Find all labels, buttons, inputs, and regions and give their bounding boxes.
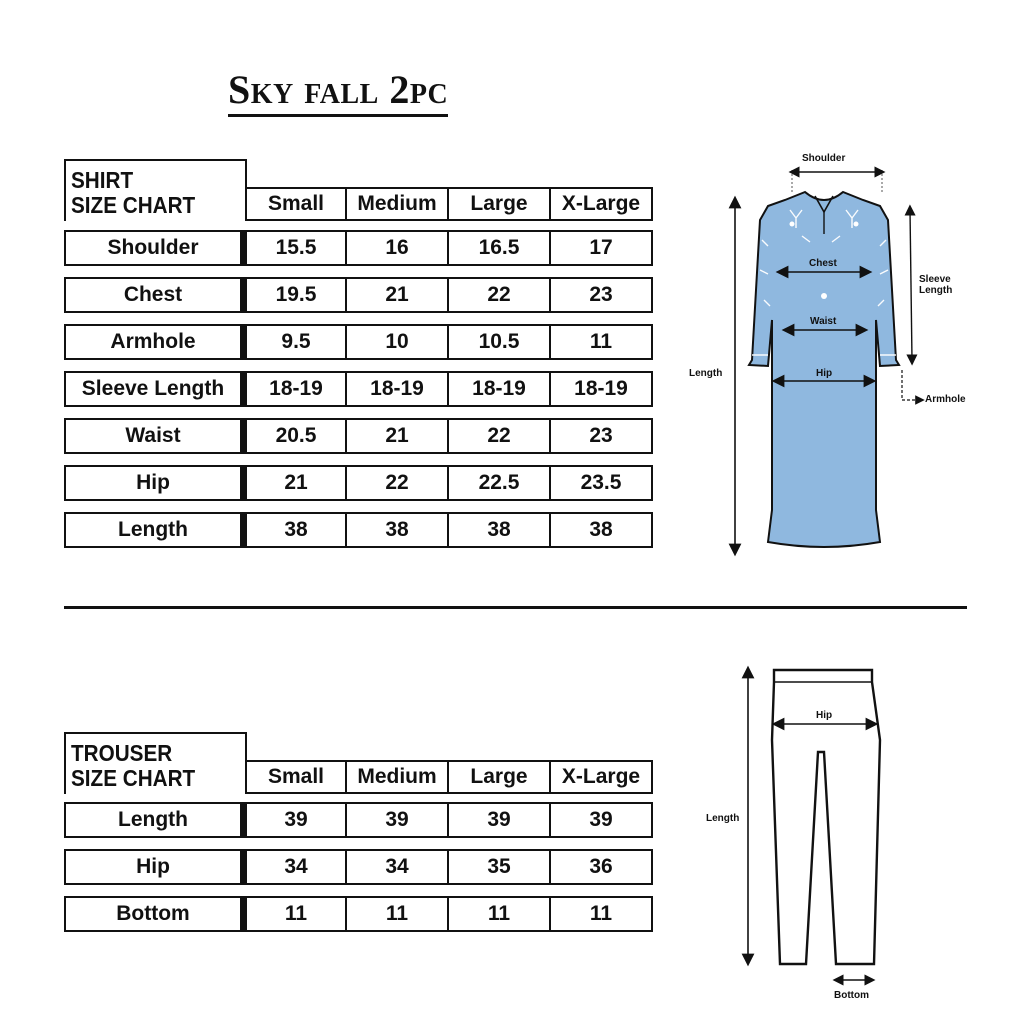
table-cell: 38 <box>245 514 347 546</box>
table-cell: 10.5 <box>449 326 551 358</box>
table-cell: 15.5 <box>245 232 347 264</box>
size-header-large: Large <box>449 189 551 219</box>
row-label: Bottom <box>64 896 245 932</box>
trouser-column-headers <box>245 760 653 794</box>
shirt-column-headers <box>245 187 653 221</box>
table-row <box>64 418 653 454</box>
table-row <box>64 896 653 932</box>
table-row <box>64 849 653 885</box>
table-cell: 34 <box>347 851 449 883</box>
kurta-illustration <box>680 150 980 560</box>
table-cell: 18-19 <box>449 373 551 405</box>
table-cell: 39 <box>551 804 653 836</box>
table-cell: 23 <box>551 420 653 452</box>
chest-label: Chest <box>809 258 837 269</box>
trouser-length-label: Length <box>706 813 740 824</box>
table-cell: 23.5 <box>551 467 653 499</box>
trouser-illustration <box>700 660 900 1010</box>
size-header-xlarge: X-Large <box>551 189 653 219</box>
size-header-small: Small <box>245 762 347 792</box>
row-label: Length <box>64 512 245 548</box>
row-label: Armhole <box>64 324 245 360</box>
row-label: Hip <box>64 465 245 501</box>
table-cell: 38 <box>449 514 551 546</box>
table-cell: 35 <box>449 851 551 883</box>
shirt-table-heading <box>64 159 247 221</box>
table-cell: 38 <box>551 514 653 546</box>
table-cell: 39 <box>449 804 551 836</box>
size-header-small: Small <box>245 189 347 219</box>
table-row <box>64 324 653 360</box>
size-header-xlarge: X-Large <box>551 762 653 792</box>
table-cell: 11 <box>551 326 653 358</box>
table-row <box>64 512 653 548</box>
table-cell: 22 <box>347 467 449 499</box>
shirt-size-chart <box>64 159 659 551</box>
table-cell: 39 <box>347 804 449 836</box>
row-label: Hip <box>64 849 245 885</box>
table-cell: 21 <box>347 420 449 452</box>
shirt-diagram <box>680 150 980 560</box>
waist-label: Waist <box>810 316 837 327</box>
size-header-medium: Medium <box>347 189 449 219</box>
table-cell: 21 <box>245 467 347 499</box>
table-cell: 11 <box>551 898 653 930</box>
sleeve-length-label: Sleeve Length <box>919 274 953 296</box>
table-cell: 9.5 <box>245 326 347 358</box>
trouser-diagram <box>700 660 900 1010</box>
trouser-table-heading <box>64 732 247 794</box>
hip-label: Hip <box>816 368 833 379</box>
shirt-heading-line1: SHIRT <box>71 167 134 193</box>
table-cell: 38 <box>347 514 449 546</box>
table-cell: 18-19 <box>347 373 449 405</box>
length-label: Length <box>689 368 723 379</box>
table-cell: 39 <box>245 804 347 836</box>
table-row <box>64 371 653 407</box>
table-cell: 21 <box>347 279 449 311</box>
trouser-bottom-label: Bottom <box>834 990 869 1001</box>
page-title: Sky fall 2pc <box>228 66 448 117</box>
table-cell: 17 <box>551 232 653 264</box>
table-cell: 18-19 <box>551 373 653 405</box>
table-cell: 10 <box>347 326 449 358</box>
trouser-heading-line1: TROUSER <box>71 740 173 766</box>
table-cell: 11 <box>245 898 347 930</box>
table-cell: 19.5 <box>245 279 347 311</box>
table-cell: 22.5 <box>449 467 551 499</box>
table-row <box>64 465 653 501</box>
row-label: Waist <box>64 418 245 454</box>
row-label: Shoulder <box>64 230 245 266</box>
table-cell: 36 <box>551 851 653 883</box>
trouser-heading-line2: SIZE CHART <box>71 765 196 791</box>
table-cell: 23 <box>551 279 653 311</box>
section-divider <box>64 606 967 609</box>
shoulder-label: Shoulder <box>802 153 846 164</box>
table-row <box>64 230 653 266</box>
table-cell: 22 <box>449 420 551 452</box>
row-label: Sleeve Length <box>64 371 245 407</box>
size-header-large: Large <box>449 762 551 792</box>
shirt-heading-line2: SIZE CHART <box>71 192 196 218</box>
table-cell: 34 <box>245 851 347 883</box>
table-cell: 16 <box>347 232 449 264</box>
table-cell: 11 <box>347 898 449 930</box>
trouser-size-chart <box>64 732 659 932</box>
size-header-medium: Medium <box>347 762 449 792</box>
trouser-hip-label: Hip <box>816 710 833 721</box>
table-cell: 22 <box>449 279 551 311</box>
table-row <box>64 802 653 838</box>
table-cell: 18-19 <box>245 373 347 405</box>
row-label: Chest <box>64 277 245 313</box>
row-label: Length <box>64 802 245 838</box>
armhole-label: Armhole <box>925 394 966 405</box>
table-cell: 11 <box>449 898 551 930</box>
table-row <box>64 277 653 313</box>
table-cell: 16.5 <box>449 232 551 264</box>
table-cell: 20.5 <box>245 420 347 452</box>
